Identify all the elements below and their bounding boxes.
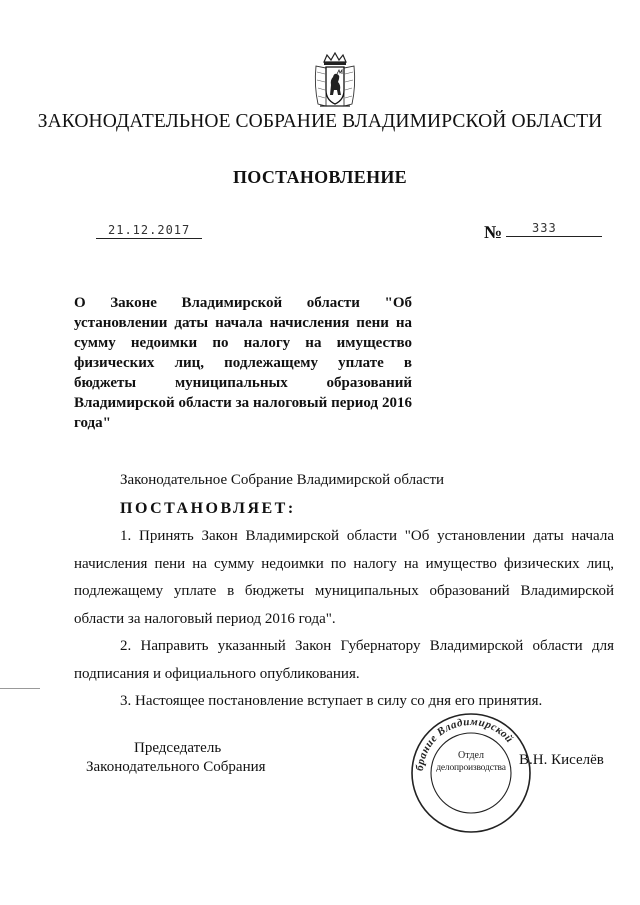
document-number: 333 xyxy=(532,221,557,235)
stamp-center-text xyxy=(423,749,519,775)
signature-position xyxy=(86,739,266,777)
decree-item-1: 1. Принять Закон Владимирской области "Об установлении даты начала начисления пени на сумму недоимки по налогу на имущество физических лиц, подлежащему уплате в бюджеты муниципальных образований Владимирской области за налоговый период 2016 года". xyxy=(74,528,614,627)
decree-lead-paragraph xyxy=(74,467,614,523)
coat-of-arms-icon xyxy=(312,52,358,110)
number-sign: № xyxy=(484,222,503,242)
decree-item-3: 3. Настоящее постановление вступает в силу со дня его принятия. xyxy=(120,693,543,709)
decree-item-2: 2. Направить указанный Закон Губернатору Владимирской области для подписания и официального опубликования. xyxy=(74,638,614,682)
decree-lead: Законодательное Собрание Владимирской области xyxy=(120,472,445,488)
stamp-ring-text: брание Владимирской xyxy=(413,715,516,772)
document-date: 21.12.2017 xyxy=(108,223,191,237)
document-number-field xyxy=(506,219,602,237)
document-type: ПОСТАНОВЛЕНИЕ xyxy=(233,167,407,187)
stamp-line-1: Отдел xyxy=(458,750,484,761)
organization-title: ЗАКОНОДАТЕЛЬНОЕ СОБРАНИЕ ВЛАДИМИРСКОЙ ОБЛАСТИ xyxy=(37,111,603,132)
decree-verb: ПОСТАНОВЛЯЕТ: xyxy=(120,499,296,517)
signer-name: В.Н. Киселёв xyxy=(519,752,604,768)
position-line-2: Законодательного Собрания xyxy=(86,759,266,775)
document-body xyxy=(74,467,614,716)
document-subject: О Законе Владимирской области "Об установлении даты начала начисления пени на сумму недоимки по налогу на имущество физических лиц, подлежащему уплате в бюджеты муниципальных образований Владимирской области за налоговый период 2016 года" xyxy=(74,295,412,431)
stamp-line-2: делопроизводства xyxy=(436,763,506,773)
position-line-1: Председатель xyxy=(134,740,222,756)
document-date-field xyxy=(96,220,202,239)
margin-mark xyxy=(0,688,40,689)
